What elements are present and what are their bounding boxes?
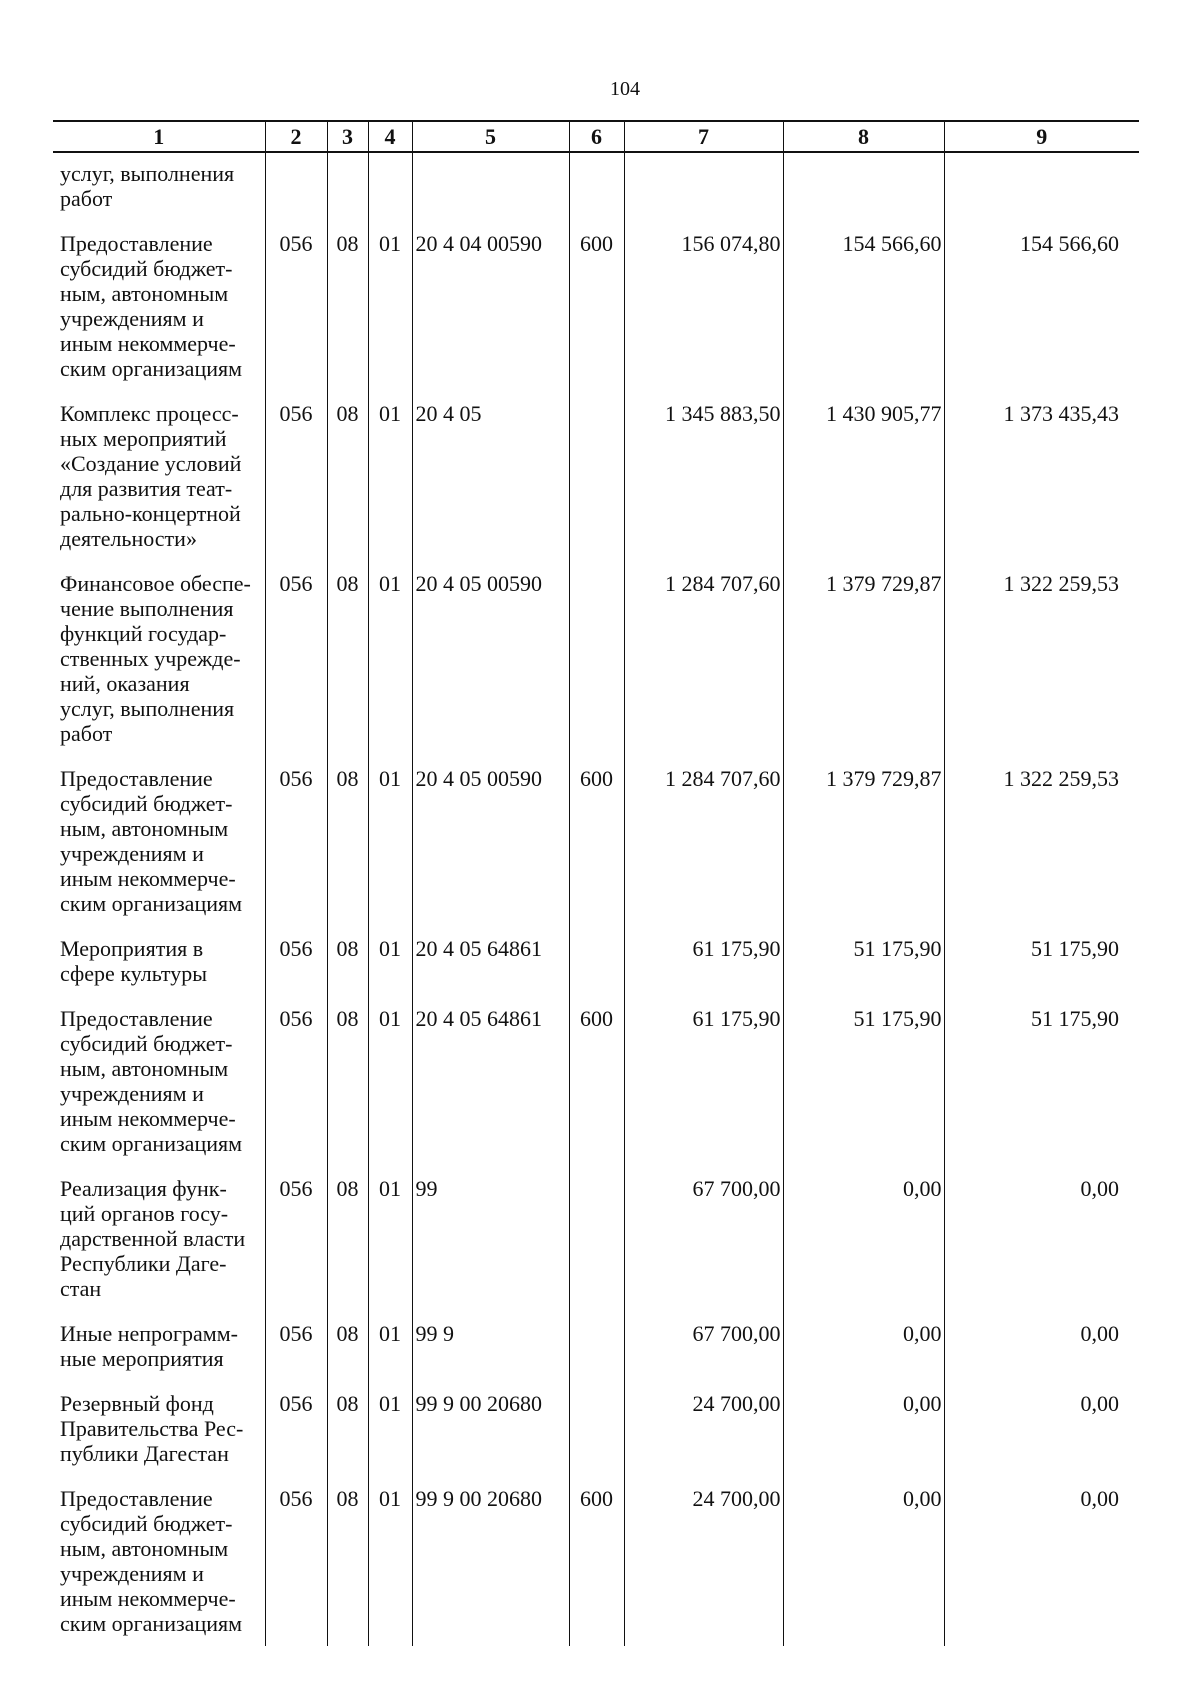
target-article-code: 20 4 04 00590: [412, 231, 569, 401]
target-article-code: 20 4 05: [412, 401, 569, 571]
amount-year-2: 51 175,90: [783, 936, 944, 1006]
row-name: Предоставление субсидий бюджет- ным, автономным учреждениям и иным некоммерче- ским организациям: [53, 1486, 265, 1646]
amount-year-1: 61 175,90: [624, 936, 783, 1006]
subsection-code: 01: [368, 401, 412, 571]
subsection-code: 01: [368, 1321, 412, 1391]
table-row: [53, 1006, 1139, 1176]
row-name: Иные непрограмм- ные мероприятия: [53, 1321, 265, 1391]
ministry-code: 056: [265, 1486, 327, 1646]
amount-year-3: 0,00: [944, 1391, 1139, 1486]
table-header-row: [53, 121, 1139, 152]
amount-year-1: [624, 152, 783, 231]
target-article-code: [412, 152, 569, 231]
column-header-2: 2: [265, 121, 327, 152]
amount-year-2: 1 379 729,87: [783, 766, 944, 936]
target-article-code: 99 9 00 20680: [412, 1486, 569, 1646]
amount-year-2: 1 430 905,77: [783, 401, 944, 571]
row-name: Реализация функ- ций органов госу- дарственной власти Республики Даге- стан: [53, 1176, 265, 1321]
section-code: 08: [327, 1486, 368, 1646]
subsection-code: 01: [368, 231, 412, 401]
ministry-code: 056: [265, 1006, 327, 1176]
section-code: 08: [327, 1321, 368, 1391]
amount-year-2: 154 566,60: [783, 231, 944, 401]
amount-year-3: 51 175,90: [944, 1006, 1139, 1176]
target-article-code: 99: [412, 1176, 569, 1321]
ministry-code: [265, 152, 327, 231]
expense-type-code: 600: [569, 766, 624, 936]
ministry-code: 056: [265, 1176, 327, 1321]
amount-year-3: 0,00: [944, 1176, 1139, 1321]
section-code: 08: [327, 1006, 368, 1176]
section-code: [327, 152, 368, 231]
target-article-code: 20 4 05 64861: [412, 1006, 569, 1176]
ministry-code: 056: [265, 231, 327, 401]
table-row: [53, 1391, 1139, 1486]
expense-type-code: [569, 1391, 624, 1486]
row-name: Предоставление субсидий бюджет- ным, автономным учреждениям и иным некоммерче- ским организациям: [53, 1006, 265, 1176]
amount-year-1: 1 345 883,50: [624, 401, 783, 571]
table-row: [53, 1486, 1139, 1646]
column-header-7: 7: [624, 121, 783, 152]
column-header-8: 8: [783, 121, 944, 152]
table-row: [53, 766, 1139, 936]
table-row: [53, 936, 1139, 1006]
amount-year-1: 61 175,90: [624, 1006, 783, 1176]
section-code: 08: [327, 401, 368, 571]
ministry-code: 056: [265, 1391, 327, 1486]
ministry-code: 056: [265, 571, 327, 766]
amount-year-3: 0,00: [944, 1321, 1139, 1391]
expense-type-code: [569, 1176, 624, 1321]
amount-year-2: [783, 152, 944, 231]
row-name: Резервный фонд Правительства Рес- публики Дагестан: [53, 1391, 265, 1486]
amount-year-3: 1 322 259,53: [944, 766, 1139, 936]
page-number: 104: [610, 78, 640, 100]
amount-year-2: 0,00: [783, 1176, 944, 1321]
table-row: [53, 1176, 1139, 1321]
subsection-code: 01: [368, 1006, 412, 1176]
column-header-3: 3: [327, 121, 368, 152]
amount-year-1: 67 700,00: [624, 1321, 783, 1391]
expense-type-code: 600: [569, 231, 624, 401]
amount-year-1: 24 700,00: [624, 1391, 783, 1486]
subsection-code: 01: [368, 1486, 412, 1646]
amount-year-1: 1 284 707,60: [624, 766, 783, 936]
amount-year-3: 51 175,90: [944, 936, 1139, 1006]
expense-type-code: 600: [569, 1006, 624, 1176]
budget-table: [53, 120, 1139, 1646]
subsection-code: 01: [368, 571, 412, 766]
row-name: Комплекс процесс- ных мероприятий «Создание условий для развития теат- рально-концертной деятельности»: [53, 401, 265, 571]
table-row: [53, 231, 1139, 401]
ministry-code: 056: [265, 401, 327, 571]
section-code: 08: [327, 1391, 368, 1486]
target-article-code: 20 4 05 00590: [412, 766, 569, 936]
expense-type-code: [569, 1321, 624, 1391]
section-code: 08: [327, 766, 368, 936]
subsection-code: [368, 152, 412, 231]
column-header-6: 6: [569, 121, 624, 152]
table-row: [53, 1321, 1139, 1391]
subsection-code: 01: [368, 936, 412, 1006]
section-code: 08: [327, 936, 368, 1006]
amount-year-3: [944, 152, 1139, 231]
target-article-code: 99 9 00 20680: [412, 1391, 569, 1486]
amount-year-2: 51 175,90: [783, 1006, 944, 1176]
column-header-4: 4: [368, 121, 412, 152]
row-name: Мероприятия в сфере культуры: [53, 936, 265, 1006]
subsection-code: 01: [368, 1391, 412, 1486]
subsection-code: 01: [368, 766, 412, 936]
amount-year-3: 154 566,60: [944, 231, 1139, 401]
ministry-code: 056: [265, 766, 327, 936]
amount-year-1: 67 700,00: [624, 1176, 783, 1321]
row-name: Предоставление субсидий бюджет- ным, автономным учреждениям и иным некоммерче- ским организациям: [53, 231, 265, 401]
table-row: [53, 571, 1139, 766]
row-name: услуг, выполнения работ: [53, 152, 265, 231]
section-code: 08: [327, 231, 368, 401]
expense-type-code: [569, 571, 624, 766]
amount-year-2: 1 379 729,87: [783, 571, 944, 766]
amount-year-2: 0,00: [783, 1321, 944, 1391]
expense-type-code: [569, 401, 624, 571]
amount-year-3: 0,00: [944, 1486, 1139, 1646]
expense-type-code: [569, 936, 624, 1006]
amount-year-2: 0,00: [783, 1486, 944, 1646]
table-row: [53, 401, 1139, 571]
amount-year-3: 1 322 259,53: [944, 571, 1139, 766]
target-article-code: 20 4 05 00590: [412, 571, 569, 766]
row-name: Предоставление субсидий бюджет- ным, автономным учреждениям и иным некоммерче- ским организациям: [53, 766, 265, 936]
column-header-1: 1: [53, 121, 265, 152]
section-code: 08: [327, 1176, 368, 1321]
ministry-code: 056: [265, 936, 327, 1006]
table-body: [53, 152, 1139, 1646]
target-article-code: 99 9: [412, 1321, 569, 1391]
expense-type-code: [569, 152, 624, 231]
column-header-5: 5: [412, 121, 569, 152]
amount-year-1: 1 284 707,60: [624, 571, 783, 766]
ministry-code: 056: [265, 1321, 327, 1391]
amount-year-3: 1 373 435,43: [944, 401, 1139, 571]
target-article-code: 20 4 05 64861: [412, 936, 569, 1006]
expense-type-code: 600: [569, 1486, 624, 1646]
amount-year-1: 156 074,80: [624, 231, 783, 401]
amount-year-2: 0,00: [783, 1391, 944, 1486]
section-code: 08: [327, 571, 368, 766]
table-row: [53, 152, 1139, 231]
amount-year-1: 24 700,00: [624, 1486, 783, 1646]
subsection-code: 01: [368, 1176, 412, 1321]
column-header-9: 9: [944, 121, 1139, 152]
row-name: Финансовое обеспе- чение выполнения функций государ- ственных учрежде- ний, оказания услуг, выполнения работ: [53, 571, 265, 766]
